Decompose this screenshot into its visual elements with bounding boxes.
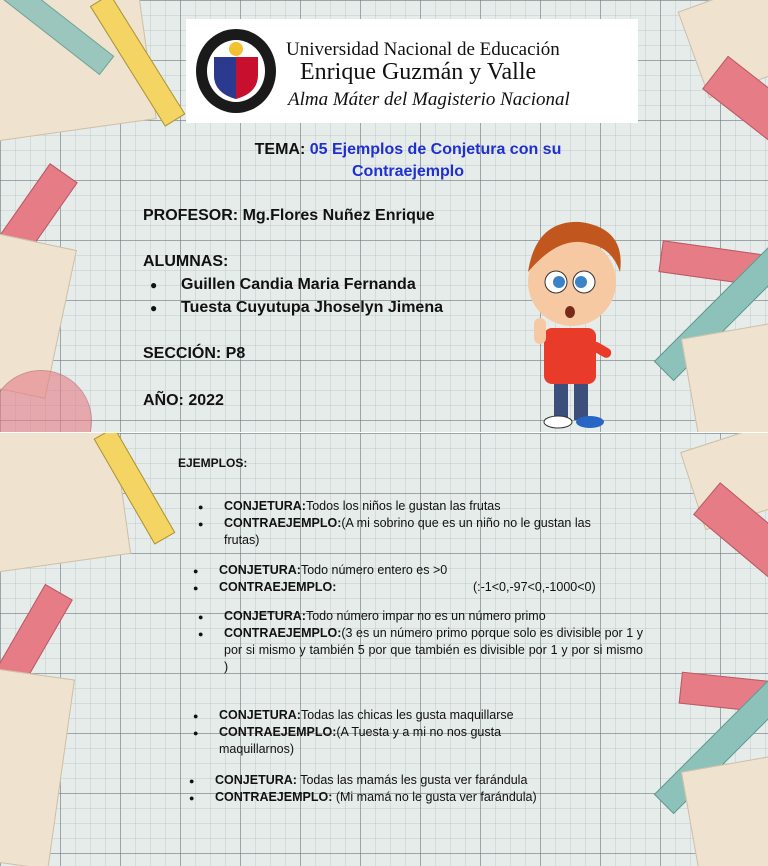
example-block-5 bbox=[189, 772, 629, 806]
counterexample-text: (A Tuesta y a mi no nos gusta maquillarnos) bbox=[219, 725, 502, 756]
university-motto: Alma Máter del Magisterio Nacional bbox=[288, 89, 570, 110]
examples-title: EJEMPLOS: bbox=[178, 456, 248, 470]
counterexample-item bbox=[193, 579, 633, 596]
counterexample-item bbox=[193, 724, 573, 758]
example-block-4 bbox=[193, 707, 573, 758]
conjecture-item bbox=[189, 772, 629, 789]
conjecture-label: CONJETURA: bbox=[224, 499, 306, 513]
list-item: ● Guillen Candia Maria Fernanda bbox=[150, 276, 443, 299]
counterexample-label: CONTRAEJEMPLO: bbox=[224, 626, 342, 640]
example-block-2 bbox=[193, 562, 633, 596]
year-line: AÑO: 2022 bbox=[143, 392, 224, 409]
counterexample-label: CONTRAEJEMPLO: bbox=[224, 516, 342, 530]
conjecture-item bbox=[193, 707, 573, 724]
protractor-icon bbox=[0, 370, 92, 432]
conjecture-label: CONJETURA: bbox=[215, 773, 297, 787]
list-item: ● Tuesta Cuyutupa Jhoselyn Jimena bbox=[150, 299, 443, 322]
section-line: SECCIÓN: P8 bbox=[143, 345, 246, 362]
conjecture-label: CONJETURA: bbox=[219, 708, 301, 722]
university-seal-icon bbox=[194, 27, 278, 115]
conjecture-label: CONJETURA: bbox=[219, 563, 301, 577]
counterexample-label: CONTRAEJEMPLO: bbox=[219, 725, 337, 739]
math-note-paper bbox=[0, 668, 75, 866]
conjecture-item bbox=[193, 562, 633, 579]
conjecture-text: Todo número impar no es un número primo bbox=[305, 609, 546, 623]
university-name-line2: Enrique Guzmán y Valle bbox=[300, 59, 537, 85]
conjecture-text: Todas las mamás les gusta ver farándula bbox=[296, 773, 528, 787]
conjecture-text: Todas las chicas les gusta maquillarse bbox=[300, 708, 514, 722]
counterexample-label: CONTRAEJEMPLO: bbox=[215, 790, 333, 804]
counterexample-text: (3 es un número primo porque solo es divisible por 1 y por si mismo y también 5 por que también es divisible por 1 y por si mismo ) bbox=[224, 626, 643, 674]
topic-label: TEMA: bbox=[254, 141, 306, 158]
cover-slide bbox=[0, 0, 768, 432]
conjecture-item bbox=[198, 498, 598, 515]
math-note-paper bbox=[681, 756, 768, 866]
counterexample-item bbox=[198, 515, 598, 549]
conjecture-label: CONJETURA: bbox=[224, 609, 306, 623]
conjecture-text: Todo número entero es >0 bbox=[300, 563, 448, 577]
counterexample-text: (Mi mamá no le gusta ver farándula) bbox=[332, 790, 537, 804]
conjecture-text: Todos los niños le gustan las frutas bbox=[305, 499, 501, 513]
counterexample-label: CONTRAEJEMPLO: bbox=[219, 580, 337, 594]
counterexample-text: (A mi sobrino que es un niño no le gustan las frutas) bbox=[224, 516, 591, 547]
example-block-1 bbox=[198, 498, 598, 549]
example-block-3 bbox=[198, 608, 643, 676]
counterexample-text: (:-1<0,-97<0,-1000<0) bbox=[473, 580, 596, 594]
counterexample-item bbox=[189, 789, 629, 806]
thinking-boy-illustration bbox=[512, 210, 632, 432]
topic-heading bbox=[200, 139, 616, 183]
conjecture-item bbox=[198, 608, 643, 625]
university-name-line1: Universidad Nacional de Educación bbox=[286, 39, 560, 60]
students-label: ALUMNAS: bbox=[143, 253, 229, 270]
math-note-paper bbox=[681, 323, 768, 432]
topic-value: 05 Ejemplos de Conjetura con su Contraejemplo bbox=[309, 141, 562, 180]
counterexample-item bbox=[198, 625, 643, 676]
university-banner bbox=[186, 19, 638, 123]
professor-line: PROFESOR: Mg.Flores Nuñez Enrique bbox=[143, 207, 435, 224]
students-list bbox=[150, 276, 443, 322]
